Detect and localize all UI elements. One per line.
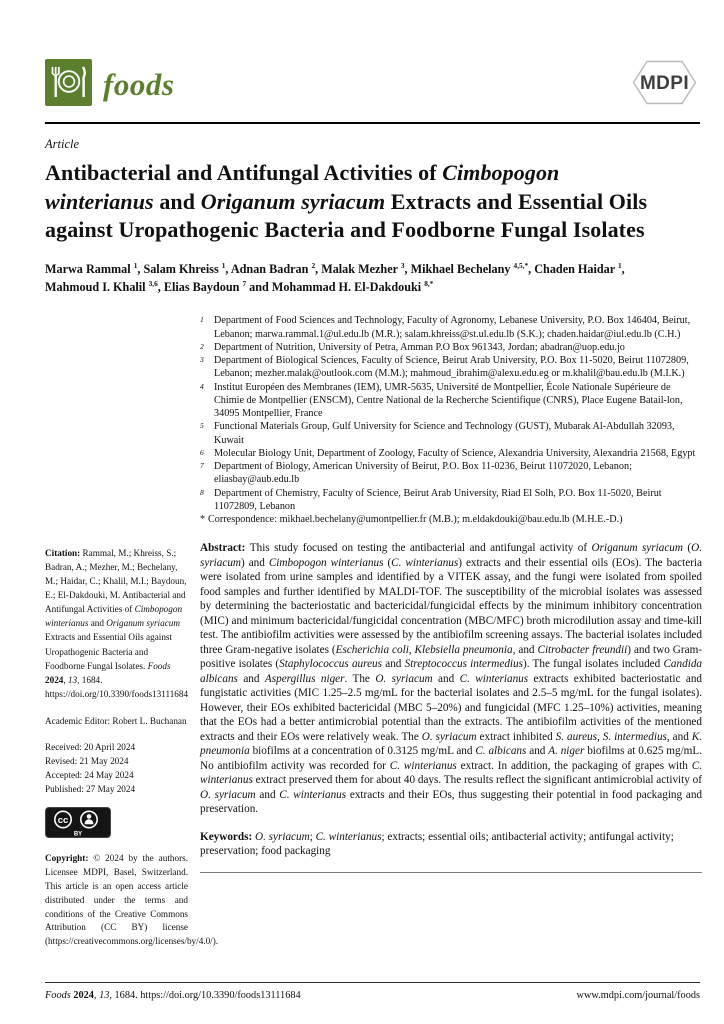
cc-by-license-badge[interactable] <box>45 807 188 842</box>
accepted-date: Accepted: 24 May 2024 <box>45 770 134 781</box>
academic-editor-line: Academic Editor: Robert L. Buchanan <box>45 715 187 726</box>
article-title <box>45 159 700 245</box>
affiliation-item <box>200 487 702 514</box>
affiliation-text: Institut Européen des Membranes (IEM), UMR-5635, Université de Montpellier, École Nationale Supérieure de Chimie de Montpellier (ENSCM), Centre National de la Recherche Scientifique (CNRS), Place Eugene Batail-lon, 34095 Montpellier, France <box>214 381 683 420</box>
article-meta-sidebar <box>45 546 219 949</box>
footer-citation-doi[interactable]: Foods 2024, 13, 1684. https://doi.org/10.3390/foods13111684 <box>45 990 301 1001</box>
affiliation-number: 5 <box>200 421 204 431</box>
affiliation-item <box>200 381 702 421</box>
copyright-block: Copyright: © 2024 by the authors. Licensee MDPI, Basel, Switzerland. This article is an open access article distributed under the terms and conditions of the Creative Commons Attribution (CC BY) license (https://creativecommons.org/licenses/by/4.0/). <box>45 853 219 947</box>
affiliation-text: Department of Biology, American University of Beirut, P.O. Box 11-0236, Beirut 11072020, Lebanon; eliasbay@aub.edu.lb <box>214 461 632 486</box>
affiliation-number: 2 <box>200 341 204 351</box>
affiliation-item <box>200 314 702 341</box>
affiliation-number: 6 <box>200 447 204 457</box>
affiliation-text: Department of Food Sciences and Technology, Faculty of Agronomy, Lebanese University, P.O. Box 146404, Beirut, Lebanon; marwa.rammal.1@ul.edu.lb (M.R.); salam.khreiss@st.ul.edu.lb (S.K.); chaden.haidar@iul.edu.lb (C.H.) <box>214 315 691 340</box>
mdpi-logo-text: MDPI <box>639 73 690 94</box>
affiliation-number: 1 <box>200 315 204 325</box>
affiliation-item <box>200 460 702 487</box>
affiliation-number: 8 <box>200 487 204 497</box>
authors-line-1: Marwa Rammal $^1$, Salam Khreiss $^1$, Adnan Badran $^2$, Malak Mezher $^3$, Mikhael Bechelany $^{4,5,*}$, Chaden Haidar $^1$, <box>45 260 625 276</box>
abstract-paragraph: Abstract: This study focused on testing the antibacterial and antifungal activity of Origanum syriacum (O. syriacum) and Cimbopogon winterianus (C. winterianus) extracts and their essential oils (EOs). The bacteria were isolated from urine samples and identified by a VITEK assay, and the fungi were isolated from spoiled food samples and further identified by MALDI-TOF. The susceptibility of the microbial isolates was assessed by determining the bacteriostatic and bactericidal/fungicidal effects by the minimum inhibitory concentration (MIC) and minimum bactericidal/fungicidal concentration (MBC/MFC) broth microdilution assay and time-kill test. The antibiofilm activities were assessed by the antibiofilm screening assays. The bacterial isolates included three Gram-negative isolates (Escherichia coli, Klebsiella pneumonia, and Citrobacter freundii) and two Gram-positive isolates (Staphylococcus aureus and Streptococcus intermedius). The fungal isolates included Candida albicans and Aspergillus niger. The O. syriacum and C. winterianus extracts exhibited bacteriostatic and fungistatic activities (MIC 1.25–2.5 mg/mL for the bacterial isolates and 2.5–5 mg/mL for the fungal isolates). However, their EOs exhibited bactericidal (MBC 5–20%) and fungicidal (MFC 1.25–10%) activities, meaning that the EOs had a better antimicrobial potential than the extracts. The antibiofilm activities of the mentioned extracts and their EOs were relatively weak. The O. syriacum extract inhibited S. aureus, S. intermedius, and K. pneumonia biofilms at a concentration of 0.3125 mg/mL and C. albicans and A. niger biofilms at 0.625 mg/mL. No antibiofilm activity was recorded for C. winterianus extract. In addition, the packaging of grapes with C. winterianus extract preserved them for about 40 days. The results reflect the significant antimicrobial activity of O. syriacum and C. winterianus extracts and their EOs, thus suggesting their potential in food packaging and preservation. <box>200 542 703 816</box>
affiliation-text: Molecular Biology Unit, Department of Zoology, Faculty of Science, Alexandria University, Alexandria 21568, Egypt <box>214 447 696 459</box>
page-header <box>45 58 700 124</box>
main-column <box>200 314 702 873</box>
affiliation-item <box>200 341 702 354</box>
article-type-label: Article <box>45 137 80 151</box>
by-label: BY <box>73 831 83 838</box>
person-icon <box>87 814 92 819</box>
authors-line-2: Mahmoud I. Khalil $^{3,6}$, Elias Baydoun $^7$ and Mohammad H. El-Dakdouki $^{8,*}$ <box>45 279 434 295</box>
keywords-divider <box>200 872 702 873</box>
affiliation-number: 3 <box>200 355 204 365</box>
article-title-line-2: winterianus and Origanum syriacum Extracts and Essential Oils <box>45 188 648 214</box>
citation-block: Citation: Rammal, M.; Khreiss, S.; Badran, A.; Mezher, M.; Bechelany, M.; Haidar, C.; Khalil, M.I.; Baydoun, E.; El-Dakdouki, M. Antibacterial and Antifungal Activities of Cimbopogon winterianus and Origanum syriacum Extracts and Essential Oils against Uropathogenic Bacteria and Foodborne Fungal Isolates. Foods 2024, 13, 1684. https://doi.org/10.3390/foods13111684 <box>45 548 189 699</box>
affiliation-number: 4 <box>200 381 204 391</box>
foods-logo-icon <box>45 59 92 111</box>
mdpi-logo <box>624 58 700 112</box>
article-title-line-3: against Uropathogenic Bacteria and Foodborne Fungal Isolates <box>45 217 645 243</box>
published-date: Published: 27 May 2024 <box>45 784 136 795</box>
affiliation-text: Department of Biological Sciences, Faculty of Science, Beirut Arab University, P.O. Box 11-5020, Beirut 11072809, Lebanon; mezher.malak@outlook.com (M.M.); mahmoud_ibrahim@alexu.edu.eg or m.khalil@bau.edu.lb (M.I.K.) <box>214 355 689 380</box>
correspondence-line <box>200 513 702 526</box>
authors-list <box>45 260 700 297</box>
correspondence-text: Correspondence: mikhael.bechelany@umontpellier.fr (M.B.); m.eldakdouki@bau.edu.lb (M.H.E.-D.) <box>208 514 623 526</box>
correspondence-marker: * <box>200 514 206 526</box>
affiliation-text: Department of Nutrition, University of Petra, Amman P.O Box 961343, Jordan; abadran@uop.edu.jo <box>214 341 625 353</box>
affiliation-item <box>200 447 702 460</box>
received-date: Received: 20 April 2024 <box>45 741 136 752</box>
journal-brand <box>45 59 174 111</box>
cc-icon: cc <box>57 815 69 827</box>
history-dates <box>45 740 188 796</box>
affiliation-text: Functional Materials Group, Gulf University for Science and Technology (GUST), Mubarak Al-Abdullah 32093, Kuwait <box>214 421 675 446</box>
affiliation-item <box>200 354 702 381</box>
affiliation-item <box>200 420 702 447</box>
journal-name: foods <box>103 67 175 102</box>
footer-journal-url[interactable]: www.mdpi.com/journal/foods <box>576 990 700 1001</box>
affiliations-block <box>200 314 702 526</box>
revised-date: Revised: 21 May 2024 <box>45 756 129 767</box>
keywords-paragraph: Keywords: O. syriacum; C. winterianus; extracts; essential oils; antibacterial activity; antifungal activity; preservation; food packaging <box>200 830 674 858</box>
affiliation-text: Department of Chemistry, Faculty of Science, Beirut Arab University, Riad El Solh, P.O. Box 11-5020, Beirut 11072809, Lebanon <box>214 487 662 512</box>
article-title-line-1: Antibacterial and Antifungal Activities of Cimbopogon <box>45 160 560 185</box>
affiliation-number: 7 <box>200 461 204 471</box>
page-footer <box>45 982 700 1001</box>
